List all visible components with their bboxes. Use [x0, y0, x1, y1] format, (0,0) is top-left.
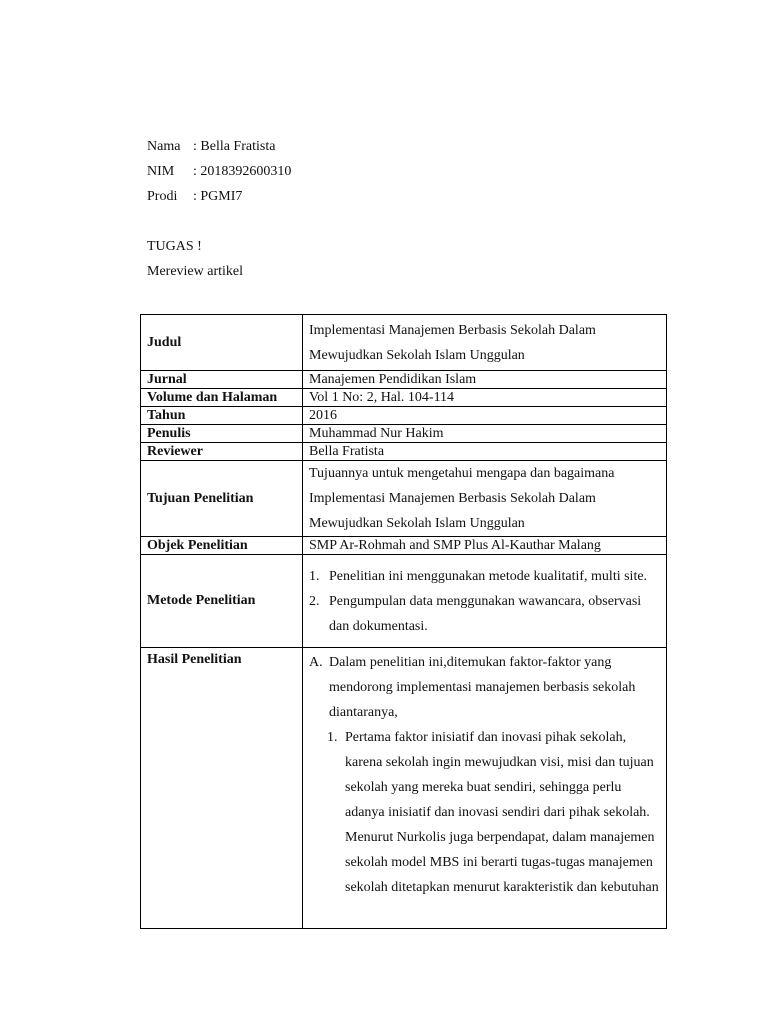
task-subtitle: Mereview artikel	[147, 264, 244, 279]
tahun-value: 2016	[303, 407, 667, 425]
list-text: Pertama faktor inisiatif dan inovasi pihak sekolah, karena sekolah ingin mewujudkan visi, misi dan tujuan sekolah yang mereka buat sendiri, sehingga perlu adanya inisiatif dan inovasi sendiri dari pihak sekolah. Menurut Nurkolis juga berpendapat, dalam manajemen sekolah model MBS ini berarti tugas-tugas manajemen sekolah ditetapkan menurut karakteristik dan kebutuhan	[345, 730, 659, 895]
list-text: Dalam penelitian ini,ditemukan faktor-faktor yang mendorong implementasi manajemen berbasis sekolah diantaranya,	[329, 655, 636, 720]
reviewer-key: Reviewer	[141, 443, 303, 461]
table-row	[141, 389, 667, 407]
task-title: TUGAS !	[147, 239, 202, 254]
list-number: 1.	[309, 568, 320, 584]
sub-list-item	[309, 725, 660, 900]
tujuan-key: Tujuan Penelitian	[141, 461, 303, 537]
table-row	[141, 425, 667, 443]
list-number: 2.	[309, 593, 320, 609]
table-row	[141, 648, 667, 929]
judul-key: Judul	[141, 315, 303, 371]
jurnal-value: Manajemen Pendidikan Islam	[303, 371, 667, 389]
list-text: Pengumpulan data menggunakan wawancara, observasi dan dokumentasi.	[329, 593, 642, 634]
nama-line	[147, 139, 275, 155]
table-row	[141, 315, 667, 371]
list-number: 1.	[327, 730, 338, 745]
table-row	[141, 443, 667, 461]
list-item	[309, 589, 660, 639]
nama-label: Nama	[147, 139, 181, 154]
nama-value: : Bella Fratista	[193, 139, 276, 154]
list-letter: A.	[309, 655, 323, 670]
prodi-line	[147, 189, 242, 205]
list-item	[309, 650, 660, 725]
nim-line	[147, 164, 291, 180]
volume-value: Vol 1 No: 2, Hal. 104-114	[303, 389, 667, 407]
table-row	[141, 461, 667, 537]
hasil-key: Hasil Penelitian	[141, 648, 303, 929]
objek-key: Objek Penelitian	[141, 537, 303, 555]
nim-label: NIM	[147, 164, 175, 179]
review-table	[140, 314, 667, 929]
list-text: Penelitian ini menggunakan metode kualitatif, multi site.	[329, 568, 648, 584]
jurnal-key: Jurnal	[141, 371, 303, 389]
table-row	[141, 407, 667, 425]
tujuan-value: Tujuannya untuk mengetahui mengapa dan bagaimana Implementasi Manajemen Berbasis Sekolah Dalam Mewujudkan Sekolah Islam Unggulan	[303, 461, 667, 537]
tahun-key: Tahun	[141, 407, 303, 425]
table-row	[141, 371, 667, 389]
table-row	[141, 537, 667, 555]
volume-key: Volume dan Halaman	[141, 389, 303, 407]
penulis-value: Muhammad Nur Hakim	[303, 425, 667, 443]
judul-value: Implementasi Manajemen Berbasis Sekolah Dalam Mewujudkan Sekolah Islam Unggulan	[303, 315, 667, 371]
prodi-label: Prodi	[147, 189, 178, 204]
hasil-value	[303, 648, 667, 929]
metode-key: Metode Penelitian	[141, 555, 303, 648]
penulis-key: Penulis	[141, 425, 303, 443]
nim-value: : 2018392600310	[193, 164, 292, 179]
hasil-content	[309, 648, 660, 928]
reviewer-value: Bella Fratista	[303, 443, 667, 461]
objek-value: SMP Ar-Rohmah and SMP Plus Al-Kauthar Malang	[303, 537, 667, 555]
prodi-value: : PGMI7	[193, 189, 243, 204]
metode-value	[303, 555, 667, 648]
table-row	[141, 555, 667, 648]
list-item	[309, 564, 660, 589]
